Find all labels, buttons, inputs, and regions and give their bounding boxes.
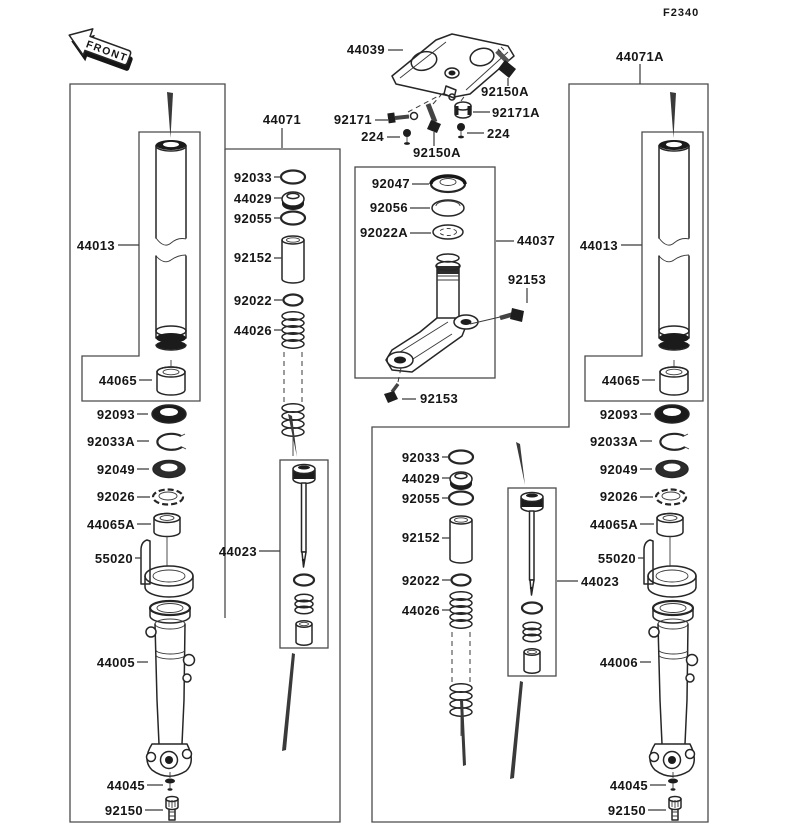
label-lower-clamp: 44037 bbox=[517, 233, 556, 248]
label-oring-mid-left: 92055 bbox=[233, 211, 272, 226]
stem-seal-glyph bbox=[432, 200, 464, 216]
label-left-assembly: 44071 bbox=[262, 112, 302, 127]
label-spacer-left: 92152 bbox=[233, 250, 272, 265]
fork-leg-left bbox=[82, 92, 200, 820]
label-stem-oring: 92022A bbox=[360, 225, 408, 240]
label-plug-right: 44045 bbox=[609, 778, 648, 793]
label-spacer-center: 92152 bbox=[401, 530, 440, 545]
front-direction-arrow bbox=[63, 22, 138, 76]
label-damper-rod-right: 44023 bbox=[581, 574, 620, 589]
cartridge-stack-left bbox=[274, 171, 305, 457]
label-cap-center: 44029 bbox=[401, 471, 440, 486]
stem-oring-glyph bbox=[433, 225, 463, 239]
label-oring-top-left: 92033 bbox=[233, 170, 272, 185]
cartridge-stack-center bbox=[442, 451, 473, 737]
label-upper-bushing-left: 44065 bbox=[98, 373, 137, 388]
label-clamp-nut: 92171A bbox=[492, 105, 540, 120]
stem-cap-glyph bbox=[431, 176, 465, 192]
label-clip-left: 92033A bbox=[87, 434, 135, 449]
fork-leg-right bbox=[585, 92, 703, 820]
label-oring-small-left: 92022 bbox=[233, 293, 272, 308]
label-inner-tube-left: 44013 bbox=[76, 238, 115, 253]
label-plug-left: 44045 bbox=[106, 778, 145, 793]
label-ring-right: 92026 bbox=[599, 489, 638, 504]
label-oil-seal-right: 92049 bbox=[599, 462, 638, 477]
label-dust-seal-right: 92093 bbox=[599, 407, 638, 422]
label-spring-left: 44026 bbox=[233, 323, 272, 338]
label-clip-right: 92033A bbox=[590, 434, 638, 449]
label-upper-bushing-right: 44065 bbox=[601, 373, 640, 388]
label-cap-left: 44029 bbox=[233, 191, 272, 206]
stem-bolt-lower-glyph bbox=[384, 368, 401, 403]
label-stem-bolt-upper: 92153 bbox=[507, 272, 547, 287]
label-oring-small-center: 92022 bbox=[401, 573, 440, 588]
label-washer-left: 224 bbox=[361, 129, 384, 144]
label-clamp-bolt-left: 92171 bbox=[333, 112, 372, 127]
label-outer-tube-right: 44006 bbox=[599, 655, 638, 670]
label-bolt-right: 92150 bbox=[607, 803, 646, 818]
label-stem-seal: 92056 bbox=[369, 200, 408, 215]
label-clamp-bolt-right: 92150A bbox=[481, 84, 529, 99]
sheet-code: F2340 bbox=[663, 7, 700, 19]
label-oring-mid-center: 92055 bbox=[401, 491, 440, 506]
label-ring-left: 92026 bbox=[96, 489, 135, 504]
damper-kit-right bbox=[508, 442, 556, 779]
label-upper-clamp: 44039 bbox=[346, 42, 385, 57]
label-right-assembly: 44071A bbox=[616, 49, 664, 64]
label-washer-right: 224 bbox=[487, 126, 510, 141]
label-stem-cap: 92047 bbox=[371, 176, 410, 191]
label-outer-tube-left: 44005 bbox=[96, 655, 135, 670]
label-guard-right: 55020 bbox=[597, 551, 636, 566]
label-clamp-bolt-center: 92150A bbox=[413, 145, 461, 160]
lower-clamp-glyph bbox=[386, 254, 478, 372]
clamp-nut-glyph bbox=[455, 102, 471, 118]
label-guard-left: 55020 bbox=[94, 551, 133, 566]
label-spring-center: 44026 bbox=[401, 603, 440, 618]
damper-kit-left bbox=[280, 414, 328, 751]
clamp-bolt-center-glyph bbox=[427, 104, 441, 133]
label-lower-bushing-right: 44065A bbox=[590, 517, 638, 532]
label-dust-seal-left: 92093 bbox=[96, 407, 135, 422]
label-oring-top-center: 92033 bbox=[401, 450, 440, 465]
clamp-bolt-left-glyph bbox=[387, 112, 417, 123]
washer-right-glyph bbox=[457, 123, 465, 138]
label-damper-rod-left: 44023 bbox=[218, 544, 257, 559]
front-arrow-label: FRONT bbox=[84, 38, 130, 65]
label-lower-bushing-left: 44065A bbox=[87, 517, 135, 532]
label-inner-tube-right: 44013 bbox=[579, 238, 618, 253]
washer-left-glyph bbox=[403, 129, 411, 145]
label-bolt-left: 92150 bbox=[104, 803, 143, 818]
label-oil-seal-left: 92049 bbox=[96, 462, 135, 477]
label-stem-bolt-lower: 92153 bbox=[420, 391, 459, 406]
